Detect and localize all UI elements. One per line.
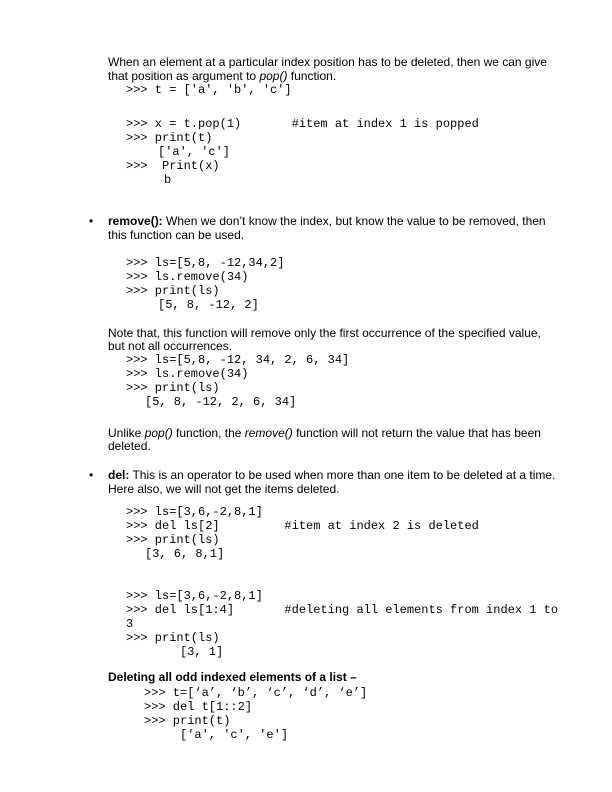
remove-note-line1: Note that, this function will remove only the first occurrence of the specified value,	[108, 326, 541, 340]
pop-intro-text-a: that position as argument to	[108, 69, 260, 83]
code-line: >>> t = ['a', 'b', 'c']	[126, 83, 292, 97]
code-line: >>> del ls[1:4] #deleting all elements from index 1 to	[126, 603, 559, 617]
code-line: >>> x = t.pop(1) #item at index 1 is popped	[126, 117, 479, 131]
pop-function-name: pop()	[259, 69, 288, 83]
remove-desc-text: When we don’t know the index, but know the value to be removed, then	[162, 214, 546, 228]
remove-unlike-line2: deleted.	[108, 439, 151, 453]
code-output: b	[164, 173, 172, 187]
code-line: >>> ls.remove(34)	[126, 270, 249, 284]
remove-description-line1	[108, 215, 546, 228]
code-line: >>> print(ls)	[126, 631, 220, 645]
code-line: >>> print(ls)	[126, 381, 220, 395]
del-description-line1	[108, 469, 555, 482]
code-line: 3	[126, 617, 134, 631]
remove-unlike-line1	[108, 427, 541, 440]
unlike-text-a: Unlike	[108, 426, 145, 440]
code-line: >>> t=[‘a’, ‘b’, ‘c’, ‘d’, ‘e’]	[144, 686, 368, 700]
code-line: >>> Print(x)	[126, 159, 220, 173]
odd-indexed-heading: Deleting all odd indexed elements of a list –	[108, 670, 357, 684]
code-line: >>> print(ls)	[126, 533, 220, 547]
code-line: >>> print(t)	[144, 714, 231, 728]
code-line: >>> del ls[2] #item at index 2 is deleted	[126, 519, 479, 533]
del-description-line2: Here also, we will not get the items deleted.	[108, 482, 340, 496]
code-output: [5, 8, -12, 2]	[158, 298, 259, 312]
remove-description-line2: this function can be used.	[108, 228, 245, 242]
code-line: >>> del t[1::2]	[144, 700, 253, 714]
code-line: >>> ls.remove(34)	[126, 367, 249, 381]
code-line: >>> ls=[5,8, -12,34,2]	[126, 256, 285, 270]
code-line: >>> print(ls)	[126, 284, 220, 298]
remove-heading: remove():	[108, 214, 163, 228]
del-heading: del:	[108, 468, 130, 482]
code-line: >>> ls=[5,8, -12, 34, 2, 6, 34]	[126, 353, 350, 367]
pop-intro-line2	[108, 70, 336, 83]
code-output: [3, 1]	[180, 645, 224, 659]
code-output: ['a', 'c', 'e']	[180, 728, 289, 742]
remove-note-line2: but not all occurrences.	[108, 339, 233, 353]
unlike-text-b: function, the	[172, 426, 245, 440]
bullet-icon: •	[89, 468, 94, 482]
code-line: >>> ls=[3,6,-2,8,1]	[126, 589, 263, 603]
del-desc-text: This is an operator to be used when more than one item to be deleted at a time.	[129, 468, 556, 482]
code-output: ['a', 'c']	[158, 145, 231, 159]
code-output: [5, 8, -12, 2, 6, 34]	[145, 395, 297, 409]
remove-function-name: remove()	[244, 426, 293, 440]
bullet-icon: •	[89, 214, 94, 228]
code-output: [3, 6, 8,1]	[145, 547, 225, 561]
pop-function-name: pop()	[144, 426, 173, 440]
unlike-text-c: function will not return the value that has been	[292, 426, 541, 440]
code-line: >>> print(t)	[126, 131, 213, 145]
code-line: >>> ls=[3,6,-2,8,1]	[126, 505, 263, 519]
pop-intro-text-b: function.	[287, 69, 337, 83]
pop-intro-line1: When an element at a particular index position has to be deleted, then we can give	[108, 55, 547, 69]
